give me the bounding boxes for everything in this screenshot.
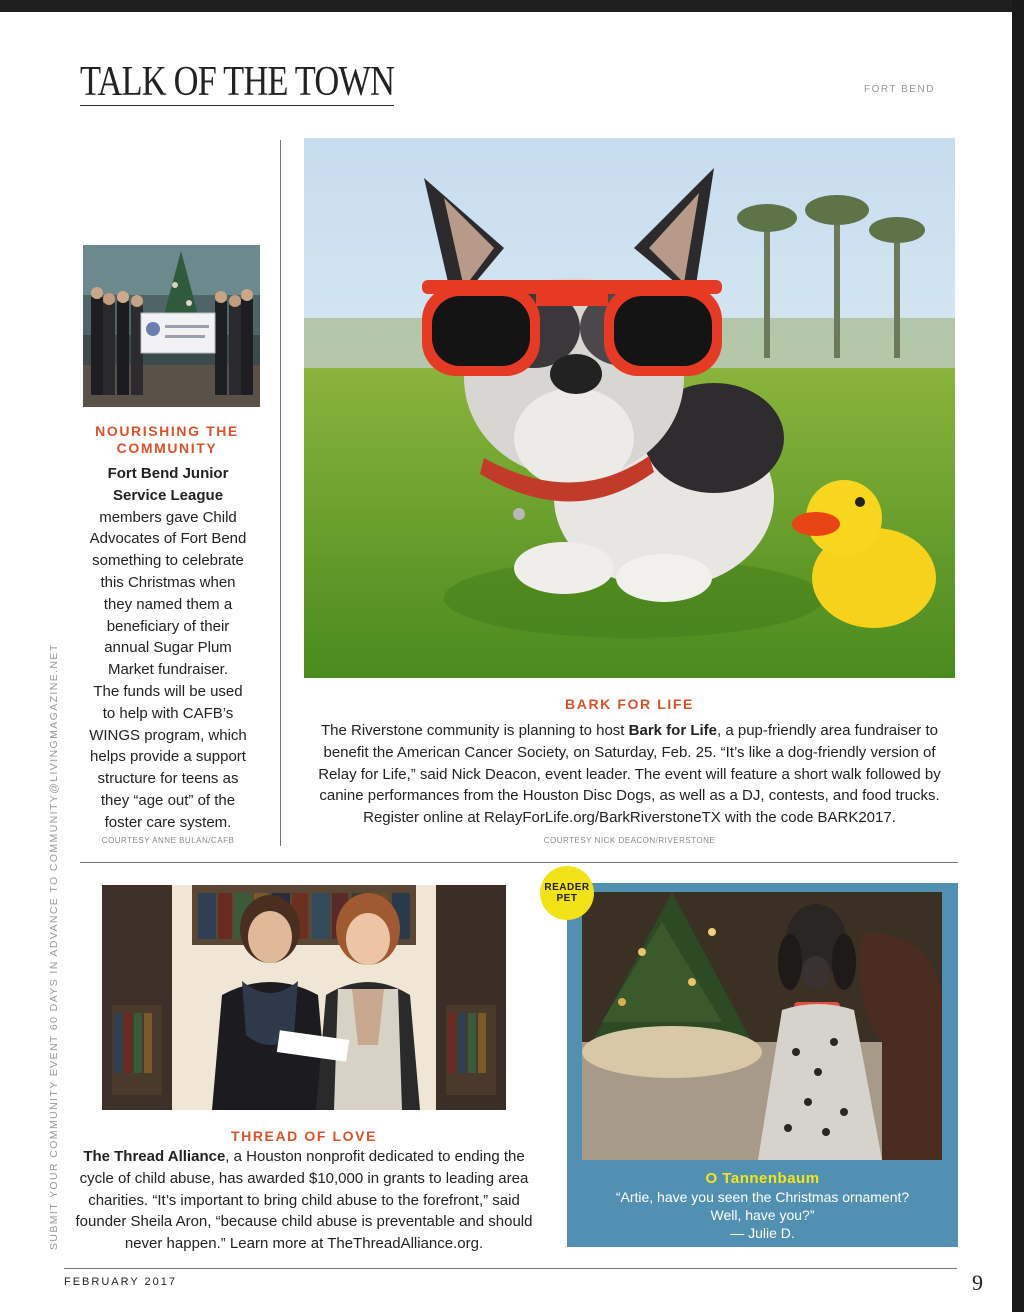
- thread-photo: [102, 885, 506, 1110]
- section-title: TALK OF THE TOWN: [80, 59, 395, 105]
- title-rule: [80, 105, 394, 106]
- nourishing-line: beneficiary of their: [106, 617, 230, 635]
- page-edge: [1012, 0, 1024, 1312]
- reader-pet-title: O Tannenbaum: [705, 1170, 820, 1187]
- nourishing-kicker: [78, 423, 256, 457]
- nourishing-photo: [83, 245, 260, 407]
- reader-pet-quote: [567, 1188, 958, 1242]
- nourishing-org-line1: Fort Bend Junior: [107, 465, 229, 482]
- nourishing-line: The funds will be used: [93, 682, 243, 700]
- reader-pet-badge: [540, 866, 594, 920]
- thread-line4: founder Sheila Aron, “because child abuse is preventable and should: [75, 1213, 533, 1231]
- reader-pet-photo: [582, 892, 942, 1160]
- region-label: FORT BEND: [864, 84, 935, 95]
- nourishing-kicker-line1: NOURISHING THE: [95, 423, 239, 439]
- pet-quote-line2: Well, have you?”: [710, 1207, 815, 1223]
- nourishing-line: annual Sugar Plum: [104, 639, 232, 657]
- bark-line1: The Riverstone community is planning to host Bark for Life, a pup-friendly area fundraiser to: [321, 722, 938, 739]
- nourishing-kicker-line2: COMMUNITY: [116, 440, 218, 456]
- bark-photo: [304, 138, 955, 678]
- bark-body: [296, 720, 963, 829]
- nourishing-line: Market fundraiser.: [107, 661, 229, 679]
- nourishing-line: Advocates of Fort Bend: [89, 530, 247, 548]
- nourishing-line: something to celebrate: [92, 552, 244, 570]
- bark-kicker: BARK FOR LIFE: [565, 696, 694, 712]
- nourishing-line: this Christmas when: [100, 573, 236, 591]
- thread-body: [74, 1146, 534, 1255]
- thread-kicker: THREAD OF LOVE: [230, 1128, 378, 1144]
- nourishing-credit: COURTESY ANNE BULAN/CAFB: [101, 836, 235, 845]
- badge-line1: READER: [544, 882, 590, 893]
- top-bar: [0, 0, 1024, 12]
- nourishing-line: members gave Child: [99, 508, 237, 526]
- bark-credit: COURTESY NICK DEACON/RIVERSTONE: [543, 836, 716, 845]
- bark-line3: Relay for Life,” said Nick Deacon, event leader. The event will feature a short walk followed by: [318, 765, 941, 783]
- nourishing-line: to help with CAFB’s: [102, 704, 234, 722]
- pet-quote-line1: “Artie, have you seen the Christmas ornament?: [615, 1189, 910, 1205]
- page-number: 9: [972, 1270, 983, 1295]
- thread-line2: cycle of child abuse, has awarded $10,000 in grants to leading area: [79, 1169, 529, 1187]
- footer-date: FEBRUARY 2017: [64, 1276, 178, 1288]
- badge-line2: PET: [556, 893, 578, 904]
- bark-line2: benefit the American Cancer Society, on Saturday, Feb. 25. “It’s like a dog-friendly version of: [323, 743, 936, 761]
- thread-line1: The Thread Alliance, a Houston nonprofit dedicated to ending the: [83, 1148, 525, 1165]
- footer-rule: [64, 1268, 957, 1269]
- nourishing-line: they “age out” of the: [100, 791, 236, 809]
- nourishing-org-line2: Service League: [112, 486, 224, 504]
- nourishing-line: WINGS program, which: [89, 726, 247, 744]
- bark-line5: Register online at RelayForLife.org/BarkRiverstoneTX with the code BARK2017.: [363, 809, 896, 827]
- nourishing-line: structure for teens as: [97, 770, 239, 788]
- nourishing-line: foster care system.: [104, 813, 232, 831]
- submission-note: SUBMIT YOUR COMMUNITY EVENT 60 DAYS IN ADVANCE TO COMMUNITY@LIVINGMAGAZINE.NET: [48, 643, 60, 1250]
- pet-quote-attribution: — Julie D.: [730, 1225, 795, 1241]
- nourishing-line: helps provide a support: [90, 748, 246, 766]
- nourishing-body: [78, 463, 258, 834]
- bark-line4: canine performances from the Houston Disc Dogs, as well as a DJ, contests, and food trucks.: [319, 787, 940, 805]
- thread-line5: never happen.” Learn more at TheThreadAlliance.org.: [124, 1235, 484, 1253]
- nourishing-line: they named them a: [103, 595, 233, 613]
- thread-line3: charities. “It’s important to bring child abuse to the forefront,” said: [88, 1191, 520, 1209]
- column-divider: [280, 140, 281, 846]
- section-divider: [80, 862, 958, 863]
